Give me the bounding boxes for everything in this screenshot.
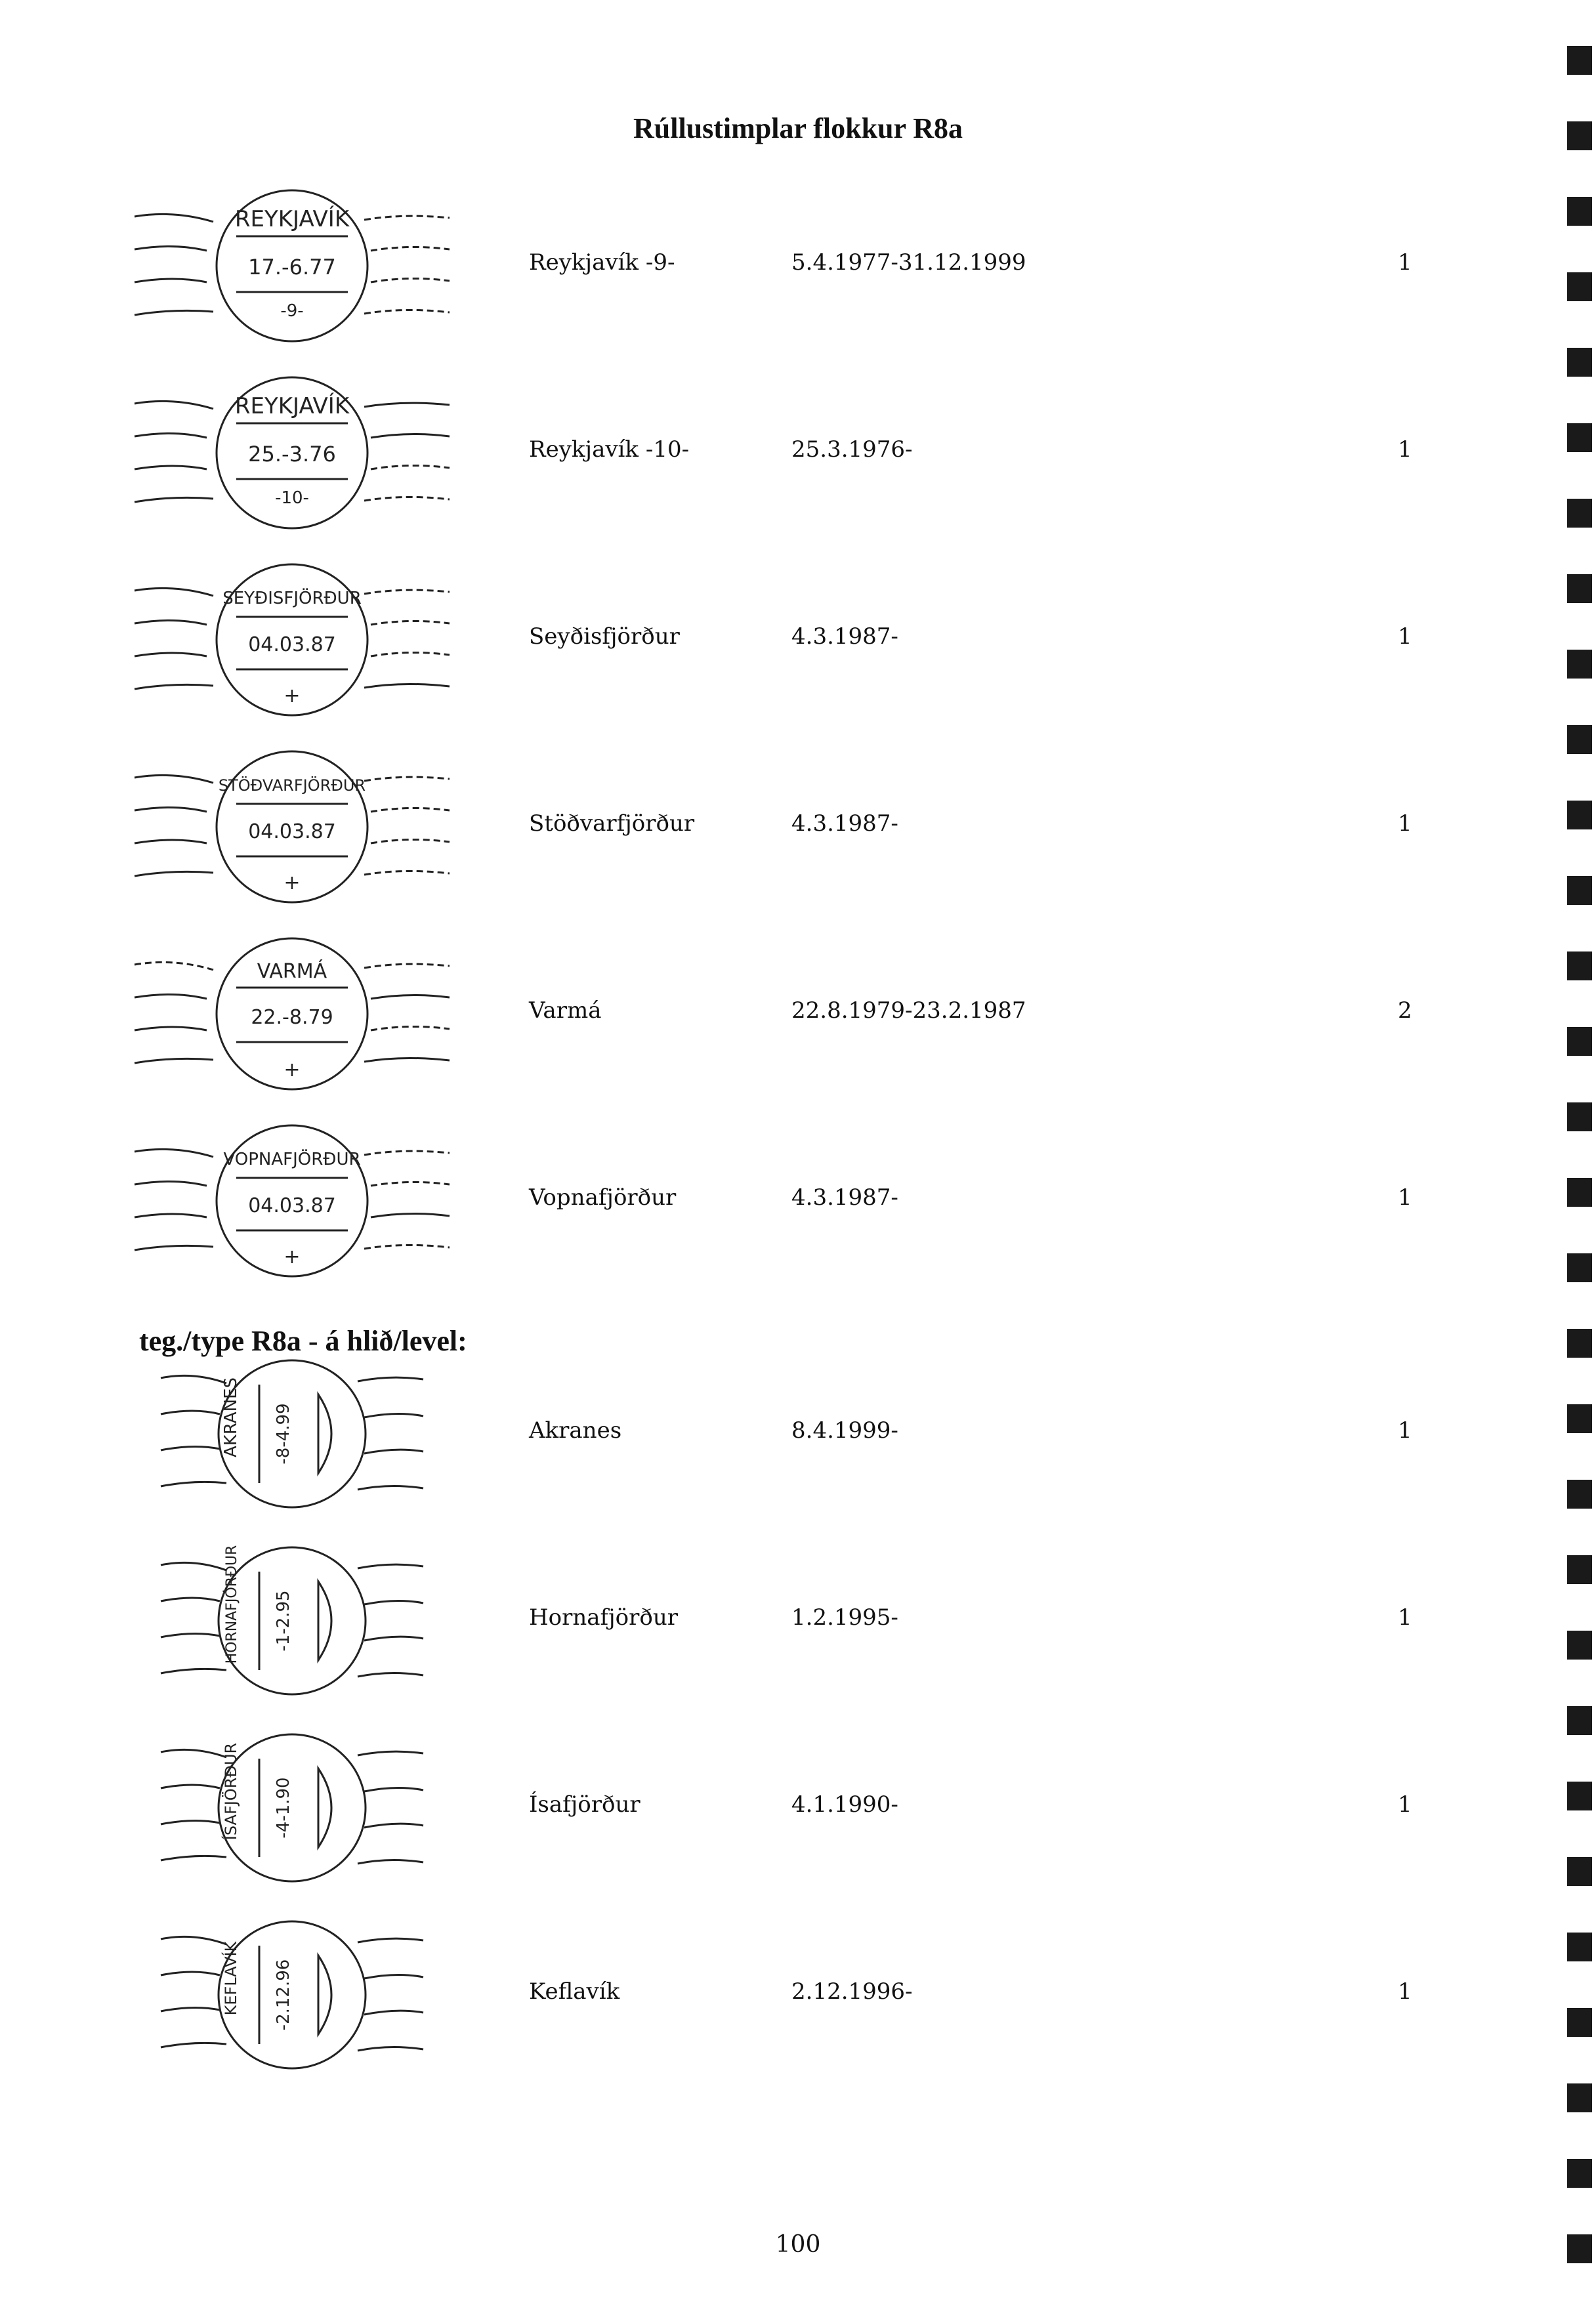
binding-hole [1567, 574, 1592, 603]
binding-hole [1567, 1178, 1592, 1207]
svg-text:STÖÐVARFJÖRÐUR: STÖÐVARFJÖRÐUR [218, 776, 366, 795]
level-cancel-stamp [121, 1532, 463, 1723]
svg-text:-8-4.99: -8-4.99 [274, 1403, 293, 1465]
binding-hole [1567, 1555, 1592, 1584]
binding-hole [1567, 725, 1592, 754]
binding-hole [1567, 1857, 1592, 1886]
binding-hole [1567, 1329, 1592, 1358]
svg-text:AKRANES: AKRANES [221, 1377, 241, 1458]
svg-text:22.-8.79: 22.-8.79 [251, 1006, 333, 1029]
binding-hole [1567, 1631, 1592, 1660]
svg-text:04.03.87: 04.03.87 [248, 820, 336, 843]
binding-hole [1567, 46, 1592, 75]
location-name: Varmá [529, 997, 602, 1024]
list-item [0, 551, 1596, 742]
svg-text:+: + [284, 871, 301, 894]
binding-hole [1567, 801, 1592, 829]
svg-text:+: + [284, 1245, 301, 1268]
type-count: 1 [1398, 1978, 1412, 2005]
roller-cancel-stamp [121, 1112, 463, 1303]
date-range: 2.12.1996- [791, 1978, 913, 2005]
date-range: 5.4.1977-31.12.1999 [791, 249, 1026, 276]
binding-hole [1567, 1933, 1592, 1961]
list-item [0, 1345, 1596, 1536]
location-name: Hornafjörður [529, 1604, 679, 1631]
binding-hole [1567, 2159, 1592, 2188]
list-item [0, 1906, 1596, 2097]
binding-hole [1567, 1027, 1592, 1056]
location-name: Akranes [529, 1417, 622, 1444]
binding-hole [1567, 951, 1592, 980]
binding-hole [1567, 2083, 1592, 2112]
binding-hole [1567, 348, 1592, 377]
type-count: 2 [1398, 997, 1412, 1024]
binding-hole [1567, 423, 1592, 452]
date-range: 4.1.1990- [791, 1791, 898, 1818]
date-range: 8.4.1999- [791, 1417, 898, 1444]
binding-hole [1567, 121, 1592, 150]
date-range: 4.3.1987- [791, 810, 898, 837]
binding-hole [1567, 2234, 1592, 2263]
roller-cancel-stamp [121, 364, 463, 554]
location-name: Seyðisfjörður [529, 623, 680, 650]
binding-hole [1567, 197, 1592, 226]
roller-cancel-stamp [121, 551, 463, 742]
binding-hole [1567, 1253, 1592, 1282]
roller-cancel-stamp [121, 738, 463, 929]
svg-text:-10-: -10- [275, 488, 309, 508]
svg-text:+: + [284, 684, 301, 707]
location-name: Vopnafjörður [529, 1184, 677, 1211]
svg-text:-9-: -9- [280, 301, 304, 321]
svg-text:KEFLAVÍK: KEFLAVÍK [222, 1941, 240, 2016]
level-cancel-stamp [121, 1345, 463, 1536]
svg-text:-4-1.90: -4-1.90 [274, 1777, 293, 1839]
list-item [0, 177, 1596, 367]
svg-text:25.-3.76: 25.-3.76 [248, 442, 336, 467]
binding-hole [1567, 876, 1592, 905]
svg-text:VOPNAFJÖRÐUR: VOPNAFJÖRÐUR [223, 1150, 361, 1169]
date-range: 4.3.1987- [791, 623, 898, 650]
type-count: 1 [1398, 249, 1412, 276]
binding-hole [1567, 650, 1592, 679]
page-title: Rúllustimplar flokkur R8a [633, 112, 963, 144]
binding-hole [1567, 272, 1592, 301]
binding-hole [1567, 1404, 1592, 1433]
type-count: 1 [1398, 1417, 1412, 1444]
spiral-binding [1567, 0, 1596, 2300]
binding-hole [1567, 2008, 1592, 2037]
type-count: 1 [1398, 1604, 1412, 1631]
date-range: 4.3.1987- [791, 1184, 898, 1211]
location-name: Keflavík [529, 1978, 620, 2005]
type-count: 1 [1398, 623, 1412, 650]
binding-hole [1567, 499, 1592, 528]
location-name: Reykjavík -10- [529, 436, 690, 463]
date-range: 22.8.1979-23.2.1987 [791, 997, 1026, 1024]
svg-text:04.03.87: 04.03.87 [248, 633, 336, 656]
svg-text:+: + [284, 1058, 301, 1081]
binding-hole [1567, 1102, 1592, 1131]
location-name: Stöðvarfjörður [529, 810, 695, 837]
page-number: 100 [775, 2231, 821, 2258]
level-cancel-stamp [121, 1906, 463, 2097]
roller-cancel-stamp [121, 925, 463, 1116]
svg-text:VARMÁ: VARMÁ [257, 960, 327, 983]
type-count: 1 [1398, 810, 1412, 837]
svg-text:REYKJAVÍK: REYKJAVÍK [234, 206, 350, 232]
list-item [0, 1532, 1596, 1723]
list-item [0, 1112, 1596, 1303]
type-count: 1 [1398, 1791, 1412, 1818]
list-item [0, 925, 1596, 1116]
list-item [0, 738, 1596, 929]
binding-hole [1567, 1782, 1592, 1810]
date-range: 1.2.1995- [791, 1604, 898, 1631]
date-range: 25.3.1976- [791, 436, 913, 463]
svg-text:SEYÐISFJÖRÐUR: SEYÐISFJÖRÐUR [222, 589, 362, 608]
section-heading: teg./type R8a - á hlið/level: [139, 1325, 467, 1357]
svg-text:-2.12.96: -2.12.96 [274, 1959, 293, 2031]
location-name: Reykjavík -9- [529, 249, 675, 276]
svg-text:17.-6.77: 17.-6.77 [248, 255, 336, 280]
svg-text:HORNAFJÖRÐUR: HORNAFJÖRÐUR [224, 1545, 240, 1664]
type-count: 1 [1398, 436, 1412, 463]
binding-hole [1567, 1480, 1592, 1509]
list-item [0, 364, 1596, 554]
svg-text:-1-2.95: -1-2.95 [274, 1590, 293, 1652]
location-name: Ísafjörður [529, 1791, 640, 1818]
svg-text:ÍSAFJÖRÐUR: ÍSAFJÖRÐUR [222, 1742, 240, 1841]
binding-hole [1567, 1706, 1592, 1735]
list-item [0, 1719, 1596, 1910]
svg-text:REYKJAVÍK: REYKJAVÍK [234, 393, 350, 419]
roller-cancel-stamp [121, 177, 463, 367]
type-count: 1 [1398, 1184, 1412, 1211]
svg-text:04.03.87: 04.03.87 [248, 1194, 336, 1217]
level-cancel-stamp [121, 1719, 463, 1910]
